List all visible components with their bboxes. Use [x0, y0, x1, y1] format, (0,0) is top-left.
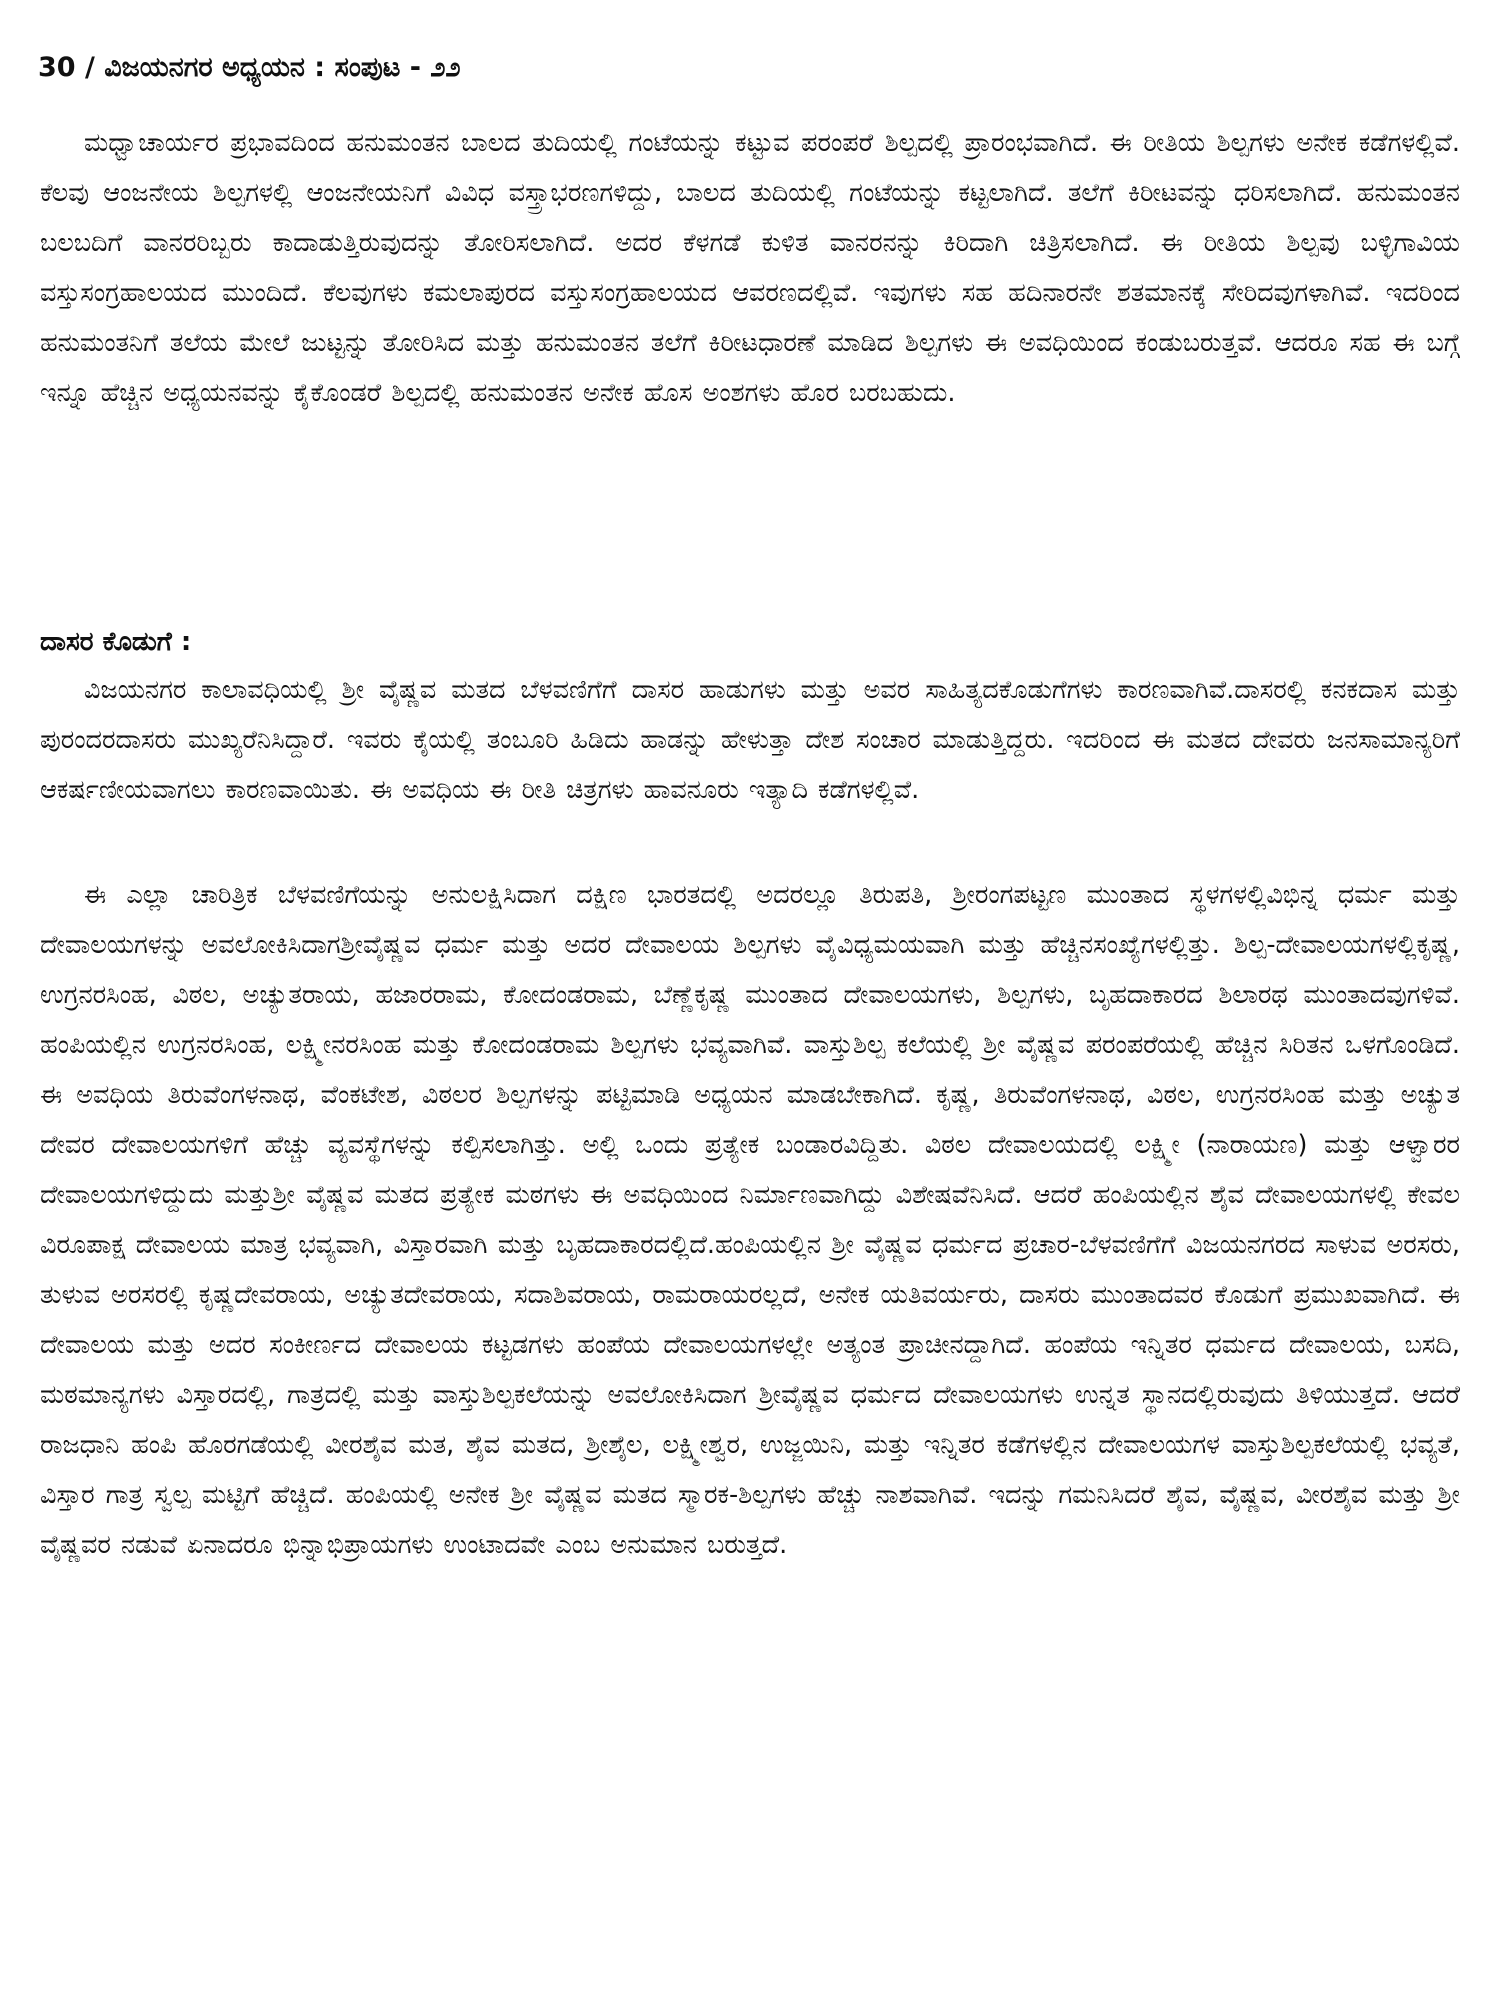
paragraph-text: ಮಧ್ವಾಚಾರ್ಯರ ಪ್ರಭಾವದಿಂದ ಹನುಮಂತನ ಬಾಲದ ತುದಿಯಲ್ಲಿ ಗಂಟೆಯನ್ನು ಕಟ್ಟುವ ಪರಂಪರೆ ಶಿಲ್ಪದಲ್ಲಿ ಪ್ರಾರಂಭವಾಗಿದೆ. ಈ ರೀತಿಯ ಶಿಲ್ಪಗಳು ಅನೇಕ ಕಡೆಗಳಲ್ಲಿವೆ. ಕೆಲವು ಆಂಜನೇಯ ಶಿಲ್ಪಗಳಲ್ಲಿ ಆಂಜನೇಯನಿಗೆ ವಿವಿಧ ವಸ್ತ್ರಾಭರಣಗಳಿದ್ದು, ಬಾಲದ ತುದಿಯಲ್ಲಿ ಗಂಟೆಯನ್ನು ಕಟ್ಟಲಾಗಿದೆ. ತಲೆಗೆ ಕಿರೀಟವನ್ನು ಧರಿಸಲಾಗಿದೆ. ಹನುಮಂತನ ಬಲಬದಿಗೆ ವಾನರರಿಬ್ಬರು ಕಾದಾಡುತ್ತಿರುವುದನ್ನು ತೋರಿಸಲಾಗಿದೆ. ಅದರ ಕೆಳಗಡೆ ಕುಳಿತ ವಾನರನನ್ನು ಕಿರಿದಾಗಿ ಚಿತ್ರಿಸಲಾಗಿದೆ. ಈ ರೀತಿಯ ಶಿಲ್ಪವು ಬಳ್ಳಿಗಾವಿಯ ವಸ್ತುಸಂಗ್ರಹಾಲಯದ ಮುಂದಿದೆ. ಕೆಲವುಗಳು ಕಮಲಾಪುರದ ವಸ್ತುಸಂಗ್ರಹಾಲಯದ ಆವರಣದಲ್ಲಿವೆ. ಇವುಗಳು ಸಹ ಹದಿನಾರನೇ ಶತಮಾನಕ್ಕೆ ಸೇರಿದವುಗಳಾಗಿವೆ. ಇದರಿಂದ ಹನುಮಂತನಿಗೆ ತಲೆಯ ಮೇಲೆ ಜುಟ್ಟನ್ನು ತೋರಿಸಿದ ಮತ್ತು ಹನುಮಂತನ ತಲೆಗೆ ಕಿರೀಟಧಾರಣೆ ಮಾಡಿದ ಶಿಲ್ಪಗಳು ಈ ಅವಧಿಯಿಂದ ಕಂಡುಬರುತ್ತವೆ. ಆದರೂ ಸಹ ಈ ಬಗ್ಗೆ ಇನ್ನೂ ಹೆಚ್ಚಿನ ಅಧ್ಯಯನವನ್ನು ಕೈಕೊಂಡರೆ ಶಿಲ್ಪದಲ್ಲಿ ಹನುಮಂತನ ಅನೇಕ ಹೊಸ ಅಂಶಗಳು ಹೊರ ಬರಬಹುದು. — [40, 128, 1460, 408]
paragraph-hanuman-sculptures — [40, 118, 1460, 418]
paragraph-dasa-contribution — [40, 665, 1460, 815]
running-head: 30 / ವಿಜಯನಗರ ಅಧ್ಯಯನ : ಸಂಪುಟ - ೨೨ — [38, 52, 461, 83]
paragraph-shrivaishnava-temples — [40, 870, 1460, 1570]
paragraph-text: ವಿಜಯನಗರ ಕಾಲಾವಧಿಯಲ್ಲಿ ಶ್ರೀ ವೈಷ್ಣವ ಮತದ ಬೆಳವಣಿಗೆಗೆ ದಾಸರ ಹಾಡುಗಳು ಮತ್ತು ಅವರ ಸಾಹಿತ್ಯದಕೊಡುಗೆಗಳು ಕಾರಣವಾಗಿವೆ.ದಾಸರಲ್ಲಿ ಕನಕದಾಸ ಮತ್ತು ಪುರಂದರದಾಸರು ಮುಖ್ಯರೆನಿಸಿದ್ದಾರೆ. ಇವರು ಕೈಯಲ್ಲಿ ತಂಬೂರಿ ಹಿಡಿದು ಹಾಡನ್ನು ಹೇಳುತ್ತಾ ದೇಶ ಸಂಚಾರ ಮಾಡುತ್ತಿದ್ದರು. ಇದರಿಂದ ಈ ಮತದ ದೇವರು ಜನಸಾಮಾನ್ಯರಿಗೆ ಆಕರ್ಷಣೀಯವಾಗಲು ಕಾರಣವಾಯಿತು. ಈ ಅವಧಿಯ ಈ ರೀತಿ ಚಿತ್ರಗಳು ಹಾವನೂರು ಇತ್ಯಾದಿ ಕಡೆಗಳಲ್ಲಿವೆ. — [40, 675, 1460, 805]
paragraph-text: ಈ ಎಲ್ಲಾ ಚಾರಿತ್ರಿಕ ಬೆಳವಣಿಗೆಯನ್ನು ಅನುಲಕ್ಷಿಸಿದಾಗ ದಕ್ಷಿಣ ಭಾರತದಲ್ಲಿ ಅದರಲ್ಲೂ ತಿರುಪತಿ, ಶ್ರೀರಂಗಪಟ್ಟಣ ಮುಂತಾದ ಸ್ಥಳಗಳಲ್ಲಿವಿಭಿನ್ನ ಧರ್ಮ ಮತ್ತು ದೇವಾಲಯಗಳನ್ನು ಅವಲೋಕಿಸಿದಾಗಶ್ರೀವೈಷ್ಣವ ಧರ್ಮ ಮತ್ತು ಅದರ ದೇವಾಲಯ ಶಿಲ್ಪಗಳು ವೈವಿಧ್ಯಮಯವಾಗಿ ಮತ್ತು ಹೆಚ್ಚಿನಸಂಖ್ಯೆಗಳಲ್ಲಿತ್ತು. ಶಿಲ್ಪ-ದೇವಾಲಯಗಳಲ್ಲಿಕೃಷ್ಣ, ಉಗ್ರನರಸಿಂಹ, ವಿಠಲ, ಅಚ್ಯುತರಾಯ, ಹಜಾರರಾಮ, ಕೋದಂಡರಾಮ, ಬೆಣ್ಣೆಕೃಷ್ಣ ಮುಂತಾದ ದೇವಾಲಯಗಳು, ಶಿಲ್ಪಗಳು, ಬೃಹದಾಕಾರದ ಶಿಲಾರಥ ಮುಂತಾದವುಗಳಿವೆ. ಹಂಪಿಯಲ್ಲಿನ ಉಗ್ರನರಸಿಂಹ, ಲಕ್ಷ್ಮೀನರಸಿಂಹ ಮತ್ತು ಕೋದಂಡರಾಮ ಶಿಲ್ಪಗಳು ಭವ್ಯವಾಗಿವೆ. ವಾಸ್ತುಶಿಲ್ಪ ಕಲೆಯಲ್ಲಿ ಶ್ರೀ ವೈಷ್ಣವ ಪರಂಪರೆಯಲ್ಲಿ ಹೆಚ್ಚಿನ ಸಿರಿತನ ಒಳಗೊಂಡಿದೆ. ಈ ಅವಧಿಯ ತಿರುವೆಂಗಳನಾಥ, ವೆಂಕಟೇಶ, ವಿಠಲರ ಶಿಲ್ಪಗಳನ್ನು ಪಟ್ಟಿಮಾಡಿ ಅಧ್ಯಯನ ಮಾಡಬೇಕಾಗಿದೆ. ಕೃಷ್ಣ, ತಿರುವೆಂಗಳನಾಥ, ವಿಠಲ, ಉಗ್ರನರಸಿಂಹ ಮತ್ತು ಅಚ್ಯುತ ದೇವರ ದೇವಾಲಯಗಳಿಗೆ ಹೆಚ್ಚು ವ್ಯವಸ್ಥೆಗಳನ್ನು ಕಲ್ಪಿಸಲಾಗಿತ್ತು. ಅಲ್ಲಿ ಒಂದು ಪ್ರತ್ಯೇಕ ಬಂಡಾರವಿದ್ದಿತು. ವಿಠಲ ದೇವಾಲಯದಲ್ಲಿ ಲಕ್ಷ್ಮೀ (ನಾರಾಯಣ) ಮತ್ತು ಆಳ್ವಾರರ ದೇವಾಲಯಗಳಿದ್ದುದು ಮತ್ತುಶ್ರೀ ವೈಷ್ಣವ ಮತದ ಪ್ರತ್ಯೇಕ ಮಠಗಳು ಈ ಅವಧಿಯಿಂದ ನಿರ್ಮಾಣವಾಗಿದ್ದು ವಿಶೇಷವೆನಿಸಿದೆ. ಆದರೆ ಹಂಪಿಯಲ್ಲಿನ ಶೈವ ದೇವಾಲಯಗಳಲ್ಲಿ ಕೇವಲ ವಿರೂಪಾಕ್ಷ ದೇವಾಲಯ ಮಾತ್ರ ಭವ್ಯವಾಗಿ, ವಿಸ್ತಾರವಾಗಿ ಮತ್ತು ಬೃಹದಾಕಾರದಲ್ಲಿದೆ.ಹಂಪಿಯಲ್ಲಿನ ಶ್ರೀ ವೈಷ್ಣವ ಧರ್ಮದ ಪ್ರಚಾರ-ಬೆಳವಣಿಗೆಗೆ ವಿಜಯನಗರದ ಸಾಳುವ ಅರಸರು, ತುಳುವ ಅರಸರಲ್ಲಿ ಕೃಷ್ಣದೇವರಾಯ, ಅಚ್ಯುತದೇವರಾಯ, ಸದಾಶಿವರಾಯ, ರಾಮರಾಯರಲ್ಲದೆ, ಅನೇಕ ಯತಿವರ್ಯರು, ದಾಸರು ಮುಂತಾದವರ ಕೊಡುಗೆ ಪ್ರಮುಖವಾಗಿದೆ. ಈ ದೇವಾಲಯ ಮತ್ತು ಅದರ ಸಂಕೀರ್ಣದ ದೇವಾಲಯ ಕಟ್ಟಡಗಳು ಹಂಪೆಯ ದೇವಾಲಯಗಳಲ್ಲೇ ಅತ್ಯಂತ ಪ್ರಾಚೀನದ್ದಾಗಿದೆ. ಹಂಪೆಯ ಇನ್ನಿತರ ಧರ್ಮದ ದೇವಾಲಯ, ಬಸದಿ, ಮಠಮಾನ್ಯಗಳು ವಿಸ್ತಾರದಲ್ಲಿ, ಗಾತ್ರದಲ್ಲಿ ಮತ್ತು ವಾಸ್ತುಶಿಲ್ಪಕಲೆಯನ್ನು ಅವಲೋಕಿಸಿದಾಗ ಶ್ರೀವೈಷ್ಣವ ಧರ್ಮದ ದೇವಾಲಯಗಳು ಉನ್ನತ ಸ್ಥಾನದಲ್ಲಿರುವುದು ತಿಳಿಯುತ್ತದೆ. ಆದರೆ ರಾಜಧಾನಿ ಹಂಪಿ ಹೊರಗಡೆಯಲ್ಲಿ ವೀರಶೈವ ಮತ, ಶೈವ ಮತದ, ಶ್ರೀಶೈಲ, ಲಕ್ಷ್ಮೀಶ್ವರ, ಉಜ್ಜಯಿನಿ, ಮತ್ತು ಇನ್ನಿತರ ಕಡೆಗಳಲ್ಲಿನ ದೇವಾಲಯಗಳ ವಾಸ್ತುಶಿಲ್ಪಕಲೆಯಲ್ಲಿ ಭವ್ಯತೆ, ವಿಸ್ತಾರ ಗಾತ್ರ ಸ್ವಲ್ಪ ಮಟ್ಟಿಗೆ ಹೆಚ್ಚಿದೆ. ಹಂಪಿಯಲ್ಲಿ ಅನೇಕ ಶ್ರೀ ವೈಷ್ಣವ ಮತದ ಸ್ಮಾರಕ-ಶಿಲ್ಪಗಳು ಹೆಚ್ಚು ನಾಶವಾಗಿವೆ. ಇದನ್ನು ಗಮನಿಸಿದರೆ ಶೈವ, ವೈಷ್ಣವ, ವೀರಶೈವ ಮತ್ತು ಶ್ರೀ ವೈಷ್ಣವರ ನಡುವೆ ಏನಾದರೂ ಭಿನ್ನಾಭಿಪ್ರಾಯಗಳು ಉಂಟಾದವೇ ಎಂಬ ಅನುಮಾನ ಬರುತ್ತದೆ. — [40, 880, 1460, 1560]
section-heading-dasara-koduge: ದಾಸರ ಕೊಡುಗೆ : — [40, 627, 192, 657]
